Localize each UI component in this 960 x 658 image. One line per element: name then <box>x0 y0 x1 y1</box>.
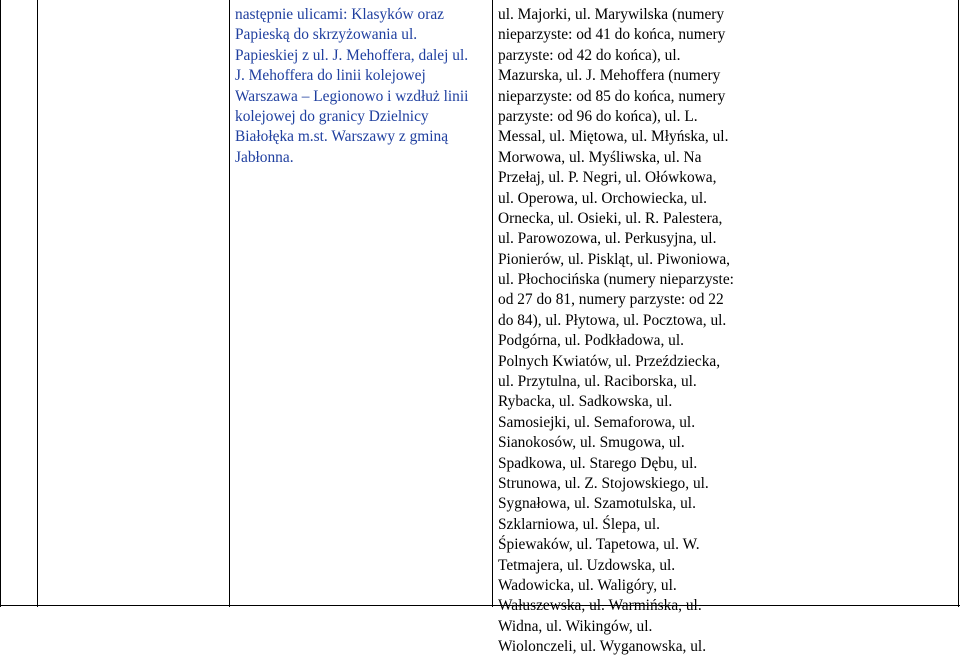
text-line: Widna, ul. Wikingów, ul. <box>498 617 653 635</box>
column-divider-1 <box>37 0 38 607</box>
text-line: Papieskiej z ul. J. Mehoffera, dalej ul. <box>235 46 469 64</box>
text-line: następnie ulicami: Klasyków oraz <box>235 6 444 23</box>
text-line: Śpiewaków, ul. Tapetowa, ul. W. <box>498 536 700 554</box>
text-line: ul. Majorki, ul. Marywilska (numery <box>498 6 725 23</box>
text-line: ul. Operowa, ul. Orchowiecka, ul. <box>498 189 707 207</box>
text-line: parzyste: od 96 do końca), ul. L. <box>498 107 698 125</box>
boundary-description-cell <box>235 5 468 168</box>
text-line: Jabłonna. <box>235 148 294 166</box>
text-line: Pionierów, ul. Piskląt, ul. Piwoniowa, <box>498 250 731 268</box>
text-line: Papieską do skrzyżowania ul. <box>235 26 418 44</box>
column-divider-2 <box>229 0 230 607</box>
text-line: ul. Przytulna, ul. Raciborska, ul. <box>498 373 697 391</box>
text-line: Samosiejki, ul. Semaforowa, ul. <box>498 413 696 431</box>
text-line: Sygnałowa, ul. Szamotulska, ul. <box>498 495 696 513</box>
text-line: Podgórna, ul. Podkładowa, ul. <box>498 332 684 350</box>
text-line: Tetmajera, ul. Uzdowska, ul. <box>498 556 676 574</box>
text-line: Sianokosów, ul. Smugowa, ul. <box>498 434 685 452</box>
text-line: Polnych Kwiatów, ul. Przeździecka, <box>498 352 721 370</box>
column-divider-3 <box>492 0 493 607</box>
text-line: Messal, ul. Miętowa, ul. Młyńska, ul. <box>498 128 729 146</box>
text-line: Rybacka, ul. Sadkowska, ul. <box>498 393 673 411</box>
text-line: Wiolonczeli, ul. Wyganowska, ul. <box>498 638 707 656</box>
text-line: Mazurska, ul. J. Mehoffera (numery <box>498 67 721 85</box>
text-line: ul. Płochocińska (numery nieparzyste: <box>498 271 734 289</box>
text-line: nieparzyste: od 41 do końca, numery <box>498 26 726 44</box>
street-list-cell <box>498 5 734 658</box>
text-line: Spadkowa, ul. Starego Dębu, ul. <box>498 454 698 472</box>
text-line: Wałuszewska, ul. Warmińska, ul. <box>498 597 702 615</box>
text-line: Szklarniowa, ul. Ślepa, ul. <box>498 515 660 533</box>
table-border-left <box>0 0 1 607</box>
text-line: Przełaj, ul. P. Negri, ul. Ołówkowa, <box>498 169 717 187</box>
text-line: Wadowicka, ul. Waligóry, ul. <box>498 576 677 594</box>
text-line: Białołęka m.st. Warszawy z gminą <box>235 128 449 146</box>
text-line: J. Mehoffera do linii kolejowej <box>235 67 426 85</box>
text-line: ul. Parowozowa, ul. Perkusyjna, ul. <box>498 230 717 248</box>
text-line: Ornecka, ul. Osieki, ul. R. Palestera, <box>498 209 723 227</box>
text-line: Warszawa – Legionowo i wzdłuż linii <box>235 87 469 105</box>
table-border-bottom <box>0 605 960 606</box>
text-line: do 84), ul. Płytowa, ul. Pocztowa, ul. <box>498 311 727 329</box>
text-line: Morwowa, ul. Myśliwska, ul. Na <box>498 148 702 166</box>
text-line: parzyste: od 42 do końca), ul. <box>498 46 681 64</box>
text-line: od 27 do 81, numery parzyste: od 22 <box>498 291 724 309</box>
text-line: nieparzyste: od 85 do końca, numery <box>498 87 726 105</box>
text-line: Strunowa, ul. Z. Stojowskiego, ul. <box>498 474 709 492</box>
text-line: kolejowej do granicy Dzielnicy <box>235 107 429 125</box>
table-border-right <box>958 0 959 607</box>
